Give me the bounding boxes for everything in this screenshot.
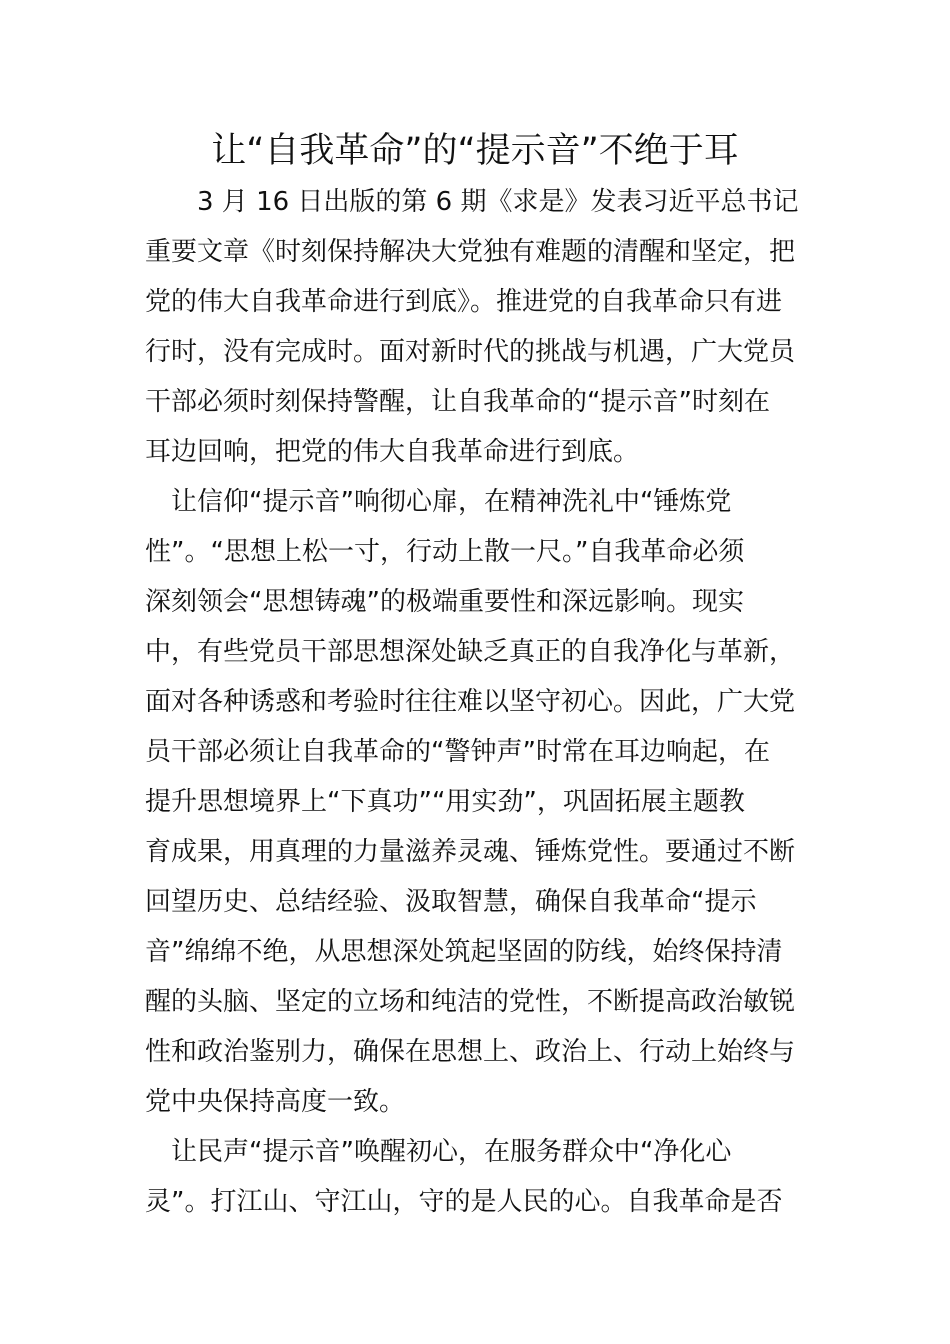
- body-line: 干部必须时刻保持警醒，让自我革命的“提示音”时刻在: [145, 387, 770, 417]
- body-line: 重要文章《时刻保持解决大党独有难题的清醒和坚定，把: [145, 237, 796, 267]
- body-line: 3 月 16 日出版的第 6 期《求是》发表习近平总书记: [145, 187, 799, 217]
- body-line: 让信仰“提示音”响彻心扉，在精神洗礼中“锤炼党: [145, 487, 732, 517]
- body-line: 灵”。打江山、守江山，守的是人民的心。自我革命是否: [145, 1187, 783, 1217]
- body-line: 中，有些党员干部思想深处缺乏真正的自我净化与革新，: [145, 637, 796, 667]
- body-line: 员干部必须让自我革命的“警钟声”时常在耳边响起，在: [145, 737, 770, 767]
- body-line: 面对各种诱惑和考验时往往难以坚守初心。因此，广大党: [145, 687, 796, 717]
- body-line: 育成果，用真理的力量滋养灵魂、锤炼党性。要通过不断: [145, 837, 796, 867]
- body-line: 提升思想境界上“下真功”“用实劲”，巩固拓展主题教: [145, 787, 745, 817]
- document-body: [145, 177, 807, 1227]
- body-line: 耳边回响，把党的伟大自我革命进行到底。: [145, 437, 640, 467]
- body-line: 党的伟大自我革命进行到底》。推进党的自我革命只有进: [145, 287, 783, 317]
- body-line: 性和政治鉴别力，确保在思想上、政治上、行动上始终与: [145, 1037, 796, 1067]
- body-line: 性”。“思想上松一寸，行动上散一尺。”自我革命必须: [145, 537, 745, 567]
- body-line: 党中央保持高度一致。: [145, 1087, 406, 1117]
- body-line: 回望历史、总结经验、汲取智慧，确保自我革命“提示: [145, 887, 757, 917]
- document-title: 让“自我革命”的“提示音”不绝于耳: [211, 131, 739, 171]
- body-line: 深刻领会“思想铸魂”的极端重要性和深远影响。现实: [145, 587, 744, 617]
- body-line: 音”绵绵不绝，从思想深处筑起坚固的防线，始终保持清: [145, 937, 783, 967]
- body-line: 醒的头脑、坚定的立场和纯洁的党性，不断提高政治敏锐: [145, 987, 796, 1017]
- body-line: 让民声“提示音”唤醒初心，在服务群众中“净化心: [145, 1137, 732, 1167]
- body-line: 行时，没有完成时。面对新时代的挑战与机遇，广大党员: [145, 337, 796, 367]
